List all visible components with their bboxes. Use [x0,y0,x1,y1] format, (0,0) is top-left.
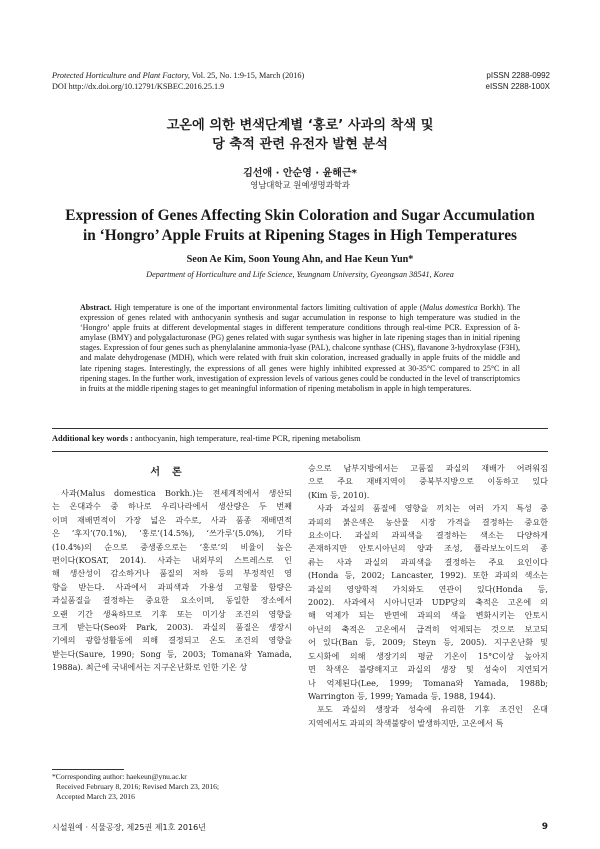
eissn: eISSN 2288-100X [485,82,550,91]
journal-name: Protected Horticulture and Plant Factory, [52,71,190,80]
body-line: 도시화에 의해 생장기의 평균 기온이 15°C이상 높아지 [308,650,548,661]
body-line: (Honda 등, 2002; Lancaster, 1992). 또한 과피의 색소는 [308,570,548,581]
body-line: 받는다(Saure, 1990; Song 등, 2003; Tomana와 Yamada, [52,648,292,659]
korean-title [40,116,560,154]
body-line: 2002). 사과에서 시아니딘과 UDP당의 축적은 고온에 의 [308,597,548,608]
body-line: 면 착색은 불량해지고 과실의 생장 및 성숙이 지연되거 [308,664,548,675]
body-column-right [308,462,548,730]
body-line: 류는 사과 과실의 과피색을 결정하는 주요 요인이다 [308,556,548,567]
keywords [52,434,548,443]
body-line: 과실의 영양학적 가치와도 연관이 있다(Honda 등, [308,583,548,594]
body-line: 어 있다(Ban 등, 2009; Steyn 등, 2005). 지구온난화 및 [308,637,548,648]
english-affiliation: Department of Horticulture and Life Science, Yeungnam University, Gyeongsan 38541, Korea [146,270,454,279]
abstract [80,303,520,394]
korean-affiliation: 영남대학교 원예생명과학과 [250,180,350,190]
footer-journal: 시설원예 · 식물공장, 제25권 제1호 2016년 [52,823,206,832]
page-footer [52,822,548,833]
abstract-text-1: High temperature is one of the important environmental factors limiting cultivation of apple ( [111,303,423,312]
korean-title-line2: 당 축적 관련 유전자 발현 분석 [212,137,388,152]
body-line: 해 생산성이 감소하거나 품질의 저하 등의 부정적인 영 [52,568,292,579]
english-authors: Seon Ae Kim, Soon Young Ahn, and Hae Keun Yun* [186,254,414,265]
body-line: 이며 재배면적이 가장 넓은 과수로, 사과 품종 재배면적 [52,514,292,525]
body-line: 사과 과실의 품질에 영향을 끼치는 여러 가지 특성 중 [317,503,548,514]
body-line: 오랜 기간 생육하므로 기후 또는 미기상 조건의 영향을 [52,608,292,619]
keywords-text: anthocyanin, high temperature, real-time PCR, ripening metabolism [132,434,361,443]
body-line: 요소이다. 과실의 과피색을 결정하는 색소는 다양하게 [308,530,548,541]
body-line: 향을 받는다. 사과에서 과피색과 가용성 고형물 함량은 [52,581,292,592]
body-line: 해 억제가 되는 반면에 과피의 색을 변화시키는 안토시 [308,610,548,621]
body-line: 크게 받는다(Seo와 Park, 2003). 과실의 품질은 생장시 [52,622,292,633]
abstract-text-2: Borkh). The expression of genes related with anthocyanin synthesis and sugar accumulation in response to high temperature was studied in the ‘Hongro’ apple fruits at different developmental stages in different temperature conditions through real-time PCR. Expression of â-amylase (BMY) and polygalacturonase (PG) genes related with sugar synthesis was higher in late ripening stages than in initial ripening stages. Expression of four genes such as phenylalanine ammonia-lyase (PAL), chalcone synthase (CHS), flavanone 3-hydroxylase (F3H), and malate dehydrogenase (MDH), which were related with fruit skin coloration, increased gradually in apple fruits of the middle and late ripening stages. Interestingly, the expressions of all genes were highly inhibited expressed at 30-35°C compared to 25°C in all ripening stages. In the further work, investigation of expression levels of various genes could be conducted in the level of transcriptomics in fruits at the middle ripening stages to get meaningful information of ripening metabolism in apple in high temperatures. [80,303,520,393]
body-line: 지역에서도 과피의 착색불량이 발생하지만, 고온에서 특 [308,717,504,728]
body-line: 1988a). 최근에 국내에서는 지구온난화로 인한 기온 상 [52,662,248,673]
body-line: 존재하지만 안토시아닌의 양과 조성, 플라보노이드의 종 [308,543,548,554]
body-line: 과실품질을 결정하는 중요한 요소이며, 동일한 장소에서 [52,595,292,606]
page-number: 9 [541,822,548,832]
footnote-rule [52,769,124,770]
section-heading-intro: 서론 [150,467,194,478]
korean-title-line1: 고온에 의한 변색단계별 ‘홍로’ 사과의 착색 및 [166,118,434,133]
divider-bottom [52,451,548,452]
body-line: 승으로 남부지방에서는 고품질 과실의 재배가 어려워짐 [308,463,548,473]
body-line: 는 온대과수 중 하나로 우리나라에서 생산량은 두 번째 [52,501,292,512]
body-line: 사과(Malus domestica Borkh.)는 전세계적에서 생산되 [61,488,292,498]
received-date: Received February 8, 2016; Revised March 23, 2016; [56,782,220,791]
body-line: 포도 과실의 생장과 성숙에 유리한 기후 조건인 온대 [317,704,548,715]
body-line: (Kim 등, 2010). [308,489,370,500]
korean-authors: 김선애 · 안순영 · 윤해근* [243,168,357,179]
accepted-date: Accepted March 23, 2016 [56,792,135,801]
body-line: Warrington 등, 1999; Yamada 등, 1988, 1944). [308,690,496,701]
body-line: 기에의 광합성활동에 의해 결정되고 온도 조건의 영향을 [52,635,292,646]
body-line: 아닌의 축적은 고온에서 급격히 억제되는 것으로 보고되 [308,623,548,634]
doi-link[interactable]: DOI http://dx.doi.org/10.12791/KSBEC.2016.25.1.9 [52,82,225,91]
corresponding-author: *Corresponding author: haekeun@ynu.ac.kr [52,772,187,781]
volume-info: Vol. 25, No. 1:9-15, March (2016) [189,71,305,80]
body-line: 과피의 붉은색은 농산물 시장 가격을 결정하는 중요한 [308,516,548,527]
pissn: pISSN 2288-0992 [486,71,550,80]
abstract-species: Malus domestica [422,303,478,312]
body-line: 편이다(KOSAT, 2014). 사과는 내외부의 스트레스로 인 [52,555,292,566]
journal-citation [52,70,304,81]
divider-top [52,428,548,429]
body-line: 은 ‘후지’(70.1%), ‘홍로’(14.5%), ‘쓰가루’(5.0%), 기타 [52,528,292,539]
keywords-label: Additional key words : [52,434,133,443]
abstract-label: Abstract. [80,303,112,312]
body-line: 으로 주요 재배지역이 중북부지방으로 이동하고 있다 [308,476,548,487]
body-line: 나 억제된다(Lee, 1999; Tomana와 Yamada, 1988b; [308,677,548,688]
footnote [52,772,292,802]
english-title-line2: in ‘Hongro’ Apple Fruits at Ripening Stages in High Temperatures [83,227,517,244]
english-title-line1: Expression of Genes Affecting Skin Coloration and Sugar Accumulation [65,207,535,224]
body-line: (10.4%)의 순으로 중생종으로는 ‘홍로’의 비율이 높은 [52,541,292,552]
english-title [40,206,560,246]
journal-header [52,70,550,92]
body-column-left [52,487,292,675]
